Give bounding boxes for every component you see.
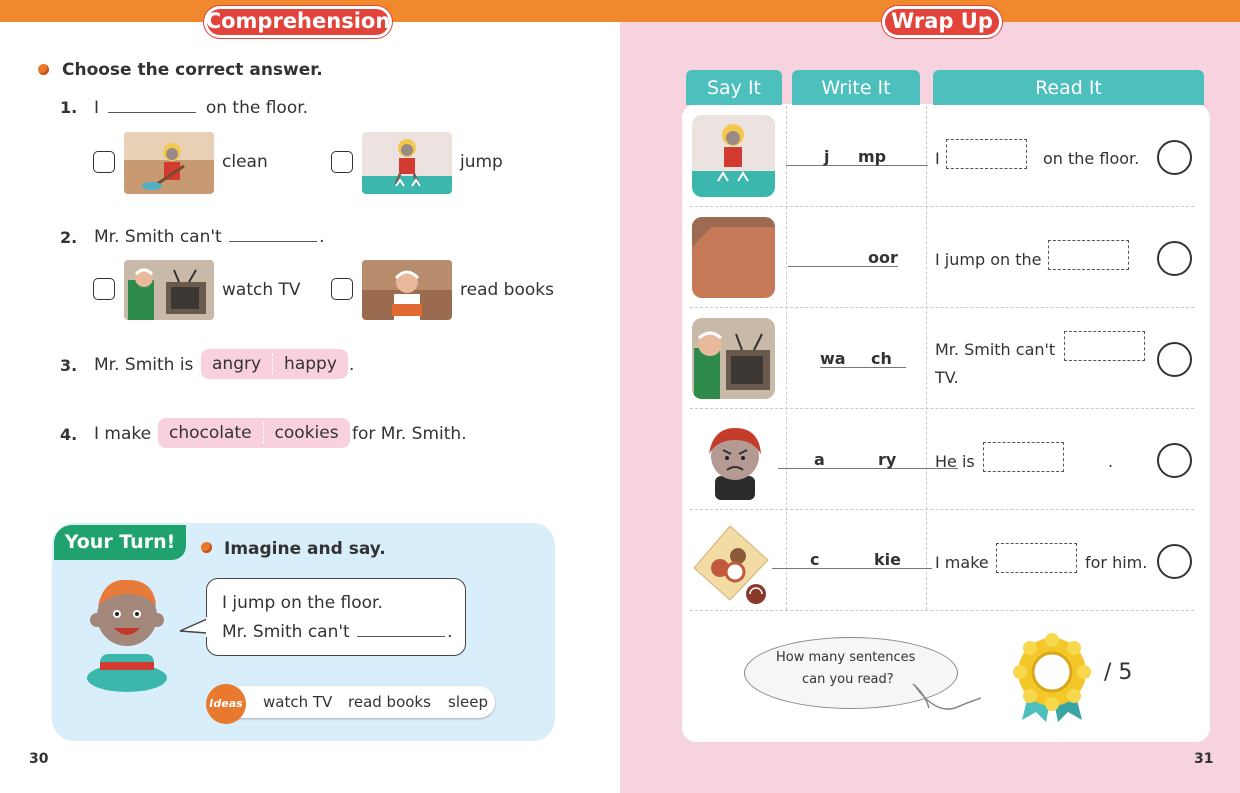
read-after: for him. — [1085, 553, 1148, 572]
comprehension-title: Comprehension — [204, 6, 392, 38]
choice-pill — [201, 349, 348, 379]
question-text — [94, 227, 325, 247]
bubble-line-2 — [222, 622, 453, 642]
bubble-line-1: I jump on the floor. — [222, 593, 383, 613]
question-number: 4. — [60, 425, 78, 444]
question-text-before: I make — [94, 424, 152, 444]
option-read-books: read books — [460, 280, 554, 300]
question-number: 2. — [60, 228, 78, 247]
read-before: I make — [935, 553, 989, 572]
check-circle[interactable] — [1157, 544, 1192, 579]
picture-watch-tv — [692, 318, 775, 399]
word-part: ry — [878, 450, 897, 469]
option-clean: clean — [222, 152, 268, 172]
speech-bubble — [206, 578, 466, 656]
idea-item: read books — [348, 693, 431, 711]
picture-clean — [124, 132, 214, 194]
picture-read-books — [362, 260, 452, 320]
answer-box[interactable] — [996, 543, 1077, 573]
answer-box[interactable] — [1064, 331, 1145, 361]
instruction: Choose the correct answer. — [62, 60, 323, 80]
ideas-bar — [210, 686, 495, 718]
picture-jump — [692, 115, 775, 197]
word-part: c — [810, 550, 820, 569]
your-turn-instruction: Imagine and say. — [224, 539, 386, 559]
checkbox-read-books[interactable] — [331, 278, 353, 300]
picture-watch-tv — [124, 260, 214, 320]
wrap-up-title: Wrap Up — [882, 6, 1002, 38]
answer-blank — [357, 636, 445, 637]
top-bar — [0, 0, 1240, 22]
checkbox-clean[interactable] — [93, 151, 115, 173]
choice-angry[interactable]: angry — [212, 354, 262, 374]
bubble-line-2-text: Mr. Smith can't — [222, 622, 350, 642]
answer-box[interactable] — [983, 442, 1064, 472]
bubble-text-2: can you read? — [802, 672, 894, 687]
idea-item: sleep — [448, 693, 488, 711]
checkbox-jump[interactable] — [331, 151, 353, 173]
question-text-after: for Mr. Smith. — [352, 424, 467, 444]
picture-angry — [697, 420, 773, 500]
answer-blank — [229, 241, 317, 242]
check-circle[interactable] — [1157, 443, 1192, 478]
question-bubble-tail — [905, 680, 985, 720]
page-number-right: 31 — [1194, 751, 1214, 767]
bubble-text-1: How many sentences — [776, 650, 916, 665]
answer-box[interactable] — [1048, 240, 1129, 270]
option-jump: jump — [460, 152, 503, 172]
word-part: mp — [858, 147, 887, 166]
picture-floor — [692, 217, 775, 298]
checkbox-watch-tv[interactable] — [93, 278, 115, 300]
read-before: Mr. Smith can't — [935, 340, 1056, 359]
row-divider — [690, 509, 1194, 510]
bubble-line-2-end: . — [447, 622, 453, 642]
picture-cookies — [690, 518, 776, 606]
picture-jump — [362, 132, 452, 194]
score: / 5 — [1104, 660, 1133, 685]
page-number-left: 30 — [29, 751, 49, 767]
question-text-before: Mr. Smith can't — [94, 227, 222, 247]
option-watch-tv: watch TV — [222, 280, 301, 300]
column-divider — [786, 106, 787, 610]
read-after: TV. — [935, 368, 959, 387]
question-text-after: on the floor. — [205, 98, 309, 118]
answer-blank — [108, 112, 196, 113]
your-turn-label: Your Turn! — [54, 525, 186, 560]
question-text-before: I — [94, 98, 100, 118]
question-text-after: . — [319, 227, 325, 247]
idea-item: watch TV — [263, 693, 333, 711]
ideas-badge: Ideas — [206, 684, 246, 724]
choice-chocolate[interactable]: chocolate — [169, 423, 252, 443]
word-line — [788, 248, 898, 267]
row-divider — [690, 408, 1194, 409]
read-before: He is — [935, 452, 975, 471]
word-part: oor — [868, 248, 898, 267]
word-line — [820, 349, 906, 368]
choice-happy[interactable]: happy — [284, 354, 337, 374]
word-line — [786, 147, 928, 166]
row-divider — [690, 610, 1194, 611]
word-line — [772, 550, 932, 569]
row-divider — [690, 307, 1194, 308]
header-write-it: Write It — [792, 70, 920, 105]
word-line — [778, 450, 958, 469]
read-after: on the floor. — [1043, 149, 1140, 168]
header-say-it: Say It — [686, 70, 782, 105]
bullet-icon — [38, 64, 49, 75]
speech-bubble-tail — [178, 617, 208, 637]
check-circle[interactable] — [1157, 241, 1192, 276]
column-divider — [926, 106, 927, 610]
question-text — [94, 98, 308, 118]
read-after: . — [1108, 452, 1114, 471]
word-part: kie — [874, 550, 901, 569]
check-circle[interactable] — [1157, 342, 1192, 377]
answer-box[interactable] — [946, 139, 1027, 169]
check-circle[interactable] — [1157, 140, 1192, 175]
question-number: 3. — [60, 356, 78, 375]
choice-cookies[interactable]: cookies — [274, 423, 339, 443]
row-divider — [690, 206, 1194, 207]
header-read-it: Read It — [933, 70, 1204, 105]
bullet-icon — [201, 542, 212, 553]
question-number: 1. — [60, 98, 78, 117]
read-before: I jump on the — [935, 250, 1042, 269]
word-part: wa — [820, 349, 846, 368]
word-part: ch — [871, 349, 892, 368]
boy-illustration — [72, 570, 182, 695]
question-text-after: . — [349, 355, 355, 375]
choice-pill — [158, 418, 350, 448]
award-rosette-icon — [1012, 628, 1092, 724]
read-before: I — [935, 149, 940, 168]
question-text-before: Mr. Smith is — [94, 355, 194, 375]
word-part: j — [824, 147, 830, 166]
word-part: a — [814, 450, 825, 469]
